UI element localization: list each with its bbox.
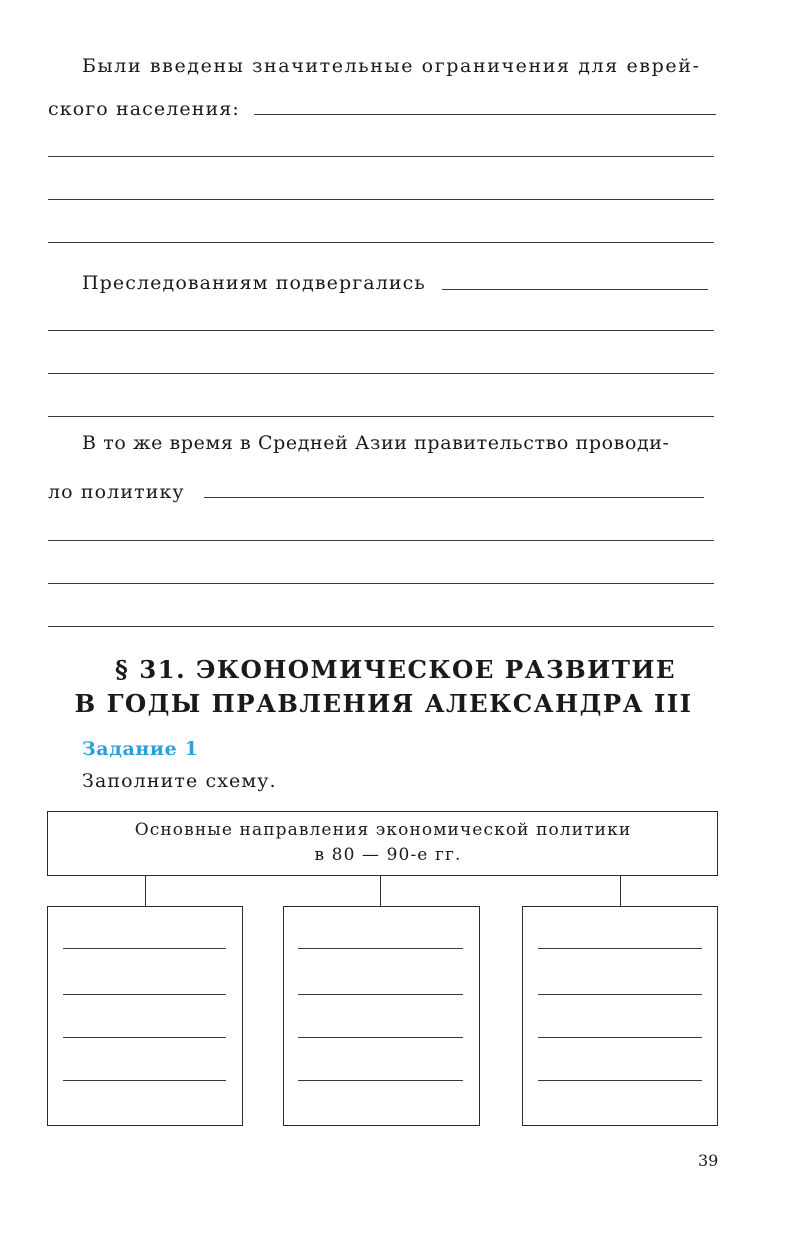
- scheme-connector: [620, 876, 621, 907]
- answer-line[interactable]: [538, 1037, 702, 1038]
- answer-line[interactable]: [298, 1080, 463, 1081]
- scheme-branch-box-1: [47, 906, 243, 1126]
- answer-line[interactable]: [48, 540, 714, 541]
- text-line-central-asia-2: ло политику: [48, 481, 185, 503]
- answer-line[interactable]: [48, 199, 714, 200]
- answer-line[interactable]: [298, 994, 463, 995]
- task-title: Задание 1: [82, 738, 199, 760]
- text-line-jewish-restrictions-2: ского населения:: [48, 98, 240, 120]
- answer-line[interactable]: [48, 583, 714, 584]
- section-heading-line-1: § 31. ЭКОНОМИЧЕСКОЕ РАЗВИТИЕ: [115, 655, 676, 684]
- text-line-jewish-restrictions-1: Были введены значительные ограничения для еврей-: [82, 55, 701, 77]
- scheme-connector: [145, 876, 146, 907]
- text-line-central-asia-1: В то же время в Средней Азии правительство проводи-: [82, 432, 670, 454]
- scheme-branch-box-3: [522, 906, 718, 1126]
- answer-line[interactable]: [48, 626, 714, 627]
- section-heading-line-2: В ГОДЫ ПРАВЛЕНИЯ АЛЕКСАНДРА III: [74, 689, 693, 718]
- answer-line[interactable]: [298, 1037, 463, 1038]
- answer-line[interactable]: [538, 948, 702, 949]
- answer-line[interactable]: [48, 416, 714, 417]
- answer-line[interactable]: [48, 242, 714, 243]
- answer-line[interactable]: [298, 948, 463, 949]
- answer-line[interactable]: [538, 1080, 702, 1081]
- answer-line[interactable]: [538, 994, 702, 995]
- text-line-persecuted: Преследованиям подвергались: [82, 272, 426, 294]
- scheme-connector: [380, 876, 381, 907]
- answer-line[interactable]: [63, 948, 226, 949]
- answer-line[interactable]: [63, 994, 226, 995]
- answer-line[interactable]: [442, 289, 708, 290]
- page-number: 39: [698, 1151, 719, 1170]
- task-instruction: Заполните схему.: [82, 770, 277, 792]
- answer-line[interactable]: [48, 330, 714, 331]
- answer-line[interactable]: [48, 373, 714, 374]
- answer-line[interactable]: [63, 1037, 226, 1038]
- answer-line[interactable]: [204, 497, 704, 498]
- scheme-top-text-1: Основные направления экономической политики: [134, 820, 632, 840]
- answer-line[interactable]: [48, 156, 714, 157]
- answer-line[interactable]: [63, 1080, 226, 1081]
- scheme-top-text-2: в 80 — 90-е гг.: [314, 845, 462, 865]
- scheme-branch-box-2: [283, 906, 480, 1126]
- answer-line[interactable]: [254, 114, 716, 115]
